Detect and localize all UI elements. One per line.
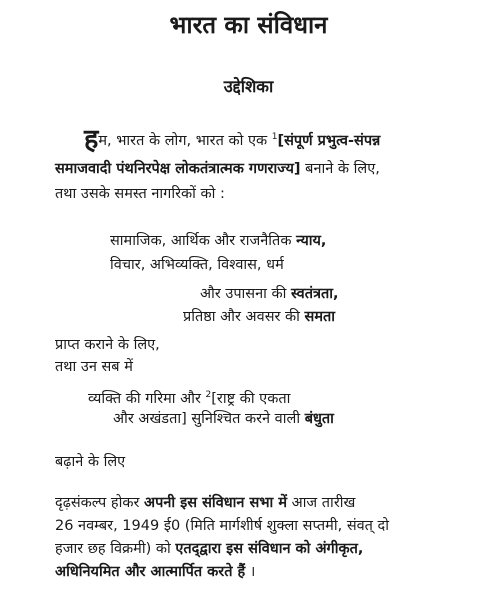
bold-text: अपनी इस संविधान सभा में bbox=[144, 495, 287, 511]
text: सामाजिक, आर्थिक और राजनैतिक bbox=[110, 233, 297, 249]
footnote-marker: 1 bbox=[271, 132, 278, 142]
page-title: भारत का संविधान bbox=[169, 11, 328, 39]
text: दृढ़संकल्प होकर bbox=[55, 495, 144, 511]
text: म, भारत के लोग, भारत को एक bbox=[98, 133, 272, 149]
text: । bbox=[245, 564, 256, 580]
preamble-line-2 bbox=[55, 160, 380, 178]
bold-text: समता bbox=[304, 309, 336, 325]
text: बनाने के लिए, bbox=[300, 161, 380, 177]
liberty-line bbox=[200, 285, 339, 303]
section-heading: उद्देशिका bbox=[223, 77, 274, 96]
text: [राष्ट्र की एकता bbox=[211, 391, 291, 407]
text: और अखंडता] सुनिश्चित करने वाली bbox=[113, 411, 305, 427]
all-line: तथा उन सब में bbox=[55, 359, 133, 375]
resolve-line-3 bbox=[55, 540, 363, 558]
promote-line: बढ़ाने के लिए bbox=[55, 454, 126, 470]
secure-line: प्राप्त कराने के लिए, bbox=[55, 337, 160, 353]
bold-text: अधिनियमित और आत्मार्पित करते हैं bbox=[55, 564, 246, 580]
text: हजार छह विक्रमी) को bbox=[55, 541, 176, 557]
bold-text: [संपूर्ण प्रभुत्व-संपन्न bbox=[277, 133, 381, 149]
resolve-line-2: 26 नवम्बर, 1949 ई0 (मिति मार्गशीर्ष शुक्ला सप्तमी, संवत् दो bbox=[55, 518, 390, 534]
bold-text: बंधुता bbox=[304, 411, 334, 427]
resolve-line-4 bbox=[55, 563, 255, 581]
drop-initial: ह bbox=[84, 124, 99, 155]
preamble-line-1 bbox=[84, 124, 381, 155]
text: आज तारीख bbox=[287, 495, 356, 511]
text: प्रतिष्ठा और अवसर की bbox=[183, 309, 305, 325]
text: और उपासना की bbox=[200, 286, 292, 302]
footnote-marker: 2 bbox=[205, 390, 212, 400]
bold-text: न्याय, bbox=[296, 233, 327, 249]
bold-text: स्वतंत्रता, bbox=[291, 286, 339, 302]
equality-line bbox=[183, 308, 335, 326]
resolve-line-1 bbox=[55, 494, 355, 512]
justice-line bbox=[110, 232, 326, 250]
preamble-line-3: तथा उसके समस्त नागरिकों को : bbox=[55, 186, 225, 202]
text: व्यक्ति की गरिमा और bbox=[88, 391, 206, 407]
fraternity-line bbox=[113, 410, 334, 428]
dignity-line bbox=[88, 386, 290, 408]
bold-text: एतद्‌द्वारा इस संविधान को अंगीकृत, bbox=[175, 541, 364, 557]
thought-line: विचार, अभिव्यक्ति, विश्वास, धर्म bbox=[110, 257, 284, 273]
bold-text: समाजवादी पंथनिरपेक्ष लोकतंत्रात्मक गणराज्य] bbox=[55, 161, 301, 177]
